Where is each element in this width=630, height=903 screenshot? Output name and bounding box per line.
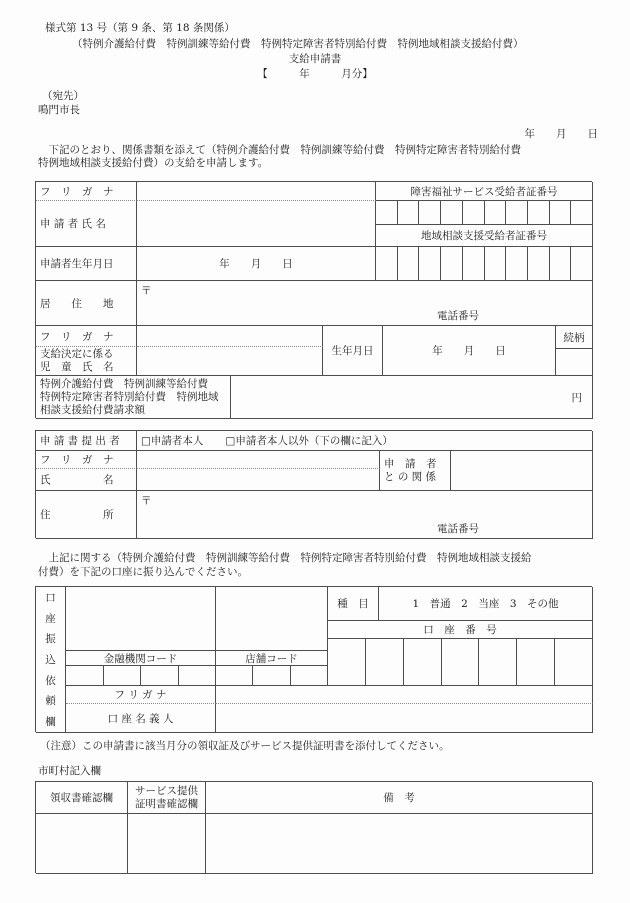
digit-box[interactable] bbox=[441, 247, 463, 281]
digit-box[interactable] bbox=[419, 247, 441, 281]
bank-name-field[interactable] bbox=[66, 587, 216, 651]
child-name-label: 支給決定に係る 児 童 氏 名 bbox=[36, 347, 137, 376]
remarks-header: 備 考 bbox=[206, 782, 593, 814]
digit-box[interactable] bbox=[66, 666, 104, 686]
submitter-options bbox=[137, 431, 593, 451]
digit-box[interactable] bbox=[376, 247, 398, 281]
period-line: 【 年 月分】 bbox=[257, 68, 373, 80]
applicant-furigana-field[interactable] bbox=[137, 182, 376, 201]
digit-box[interactable] bbox=[550, 201, 572, 225]
digit-box[interactable] bbox=[442, 639, 480, 686]
phone-label: 電話番号 bbox=[437, 310, 479, 322]
residence-field[interactable] bbox=[137, 281, 593, 326]
digit-box[interactable] bbox=[328, 639, 366, 686]
digit-box[interactable] bbox=[216, 666, 253, 686]
submitter-table bbox=[35, 430, 592, 538]
municipal-table bbox=[35, 781, 592, 873]
digit-box[interactable] bbox=[398, 201, 420, 225]
addressee-label: （宛先） bbox=[42, 90, 84, 102]
account-number-header: 口 座 番 号 bbox=[328, 621, 593, 639]
receipt-check-header: 領収書確認欄 bbox=[36, 782, 128, 814]
submitter-furigana-label: フ リ ガ ナ bbox=[36, 451, 137, 469]
applicant-name-label: 申 請 者 氏 名 bbox=[36, 201, 137, 247]
digit-box[interactable] bbox=[404, 639, 442, 686]
digit-box[interactable] bbox=[506, 201, 528, 225]
bank-code-boxes[interactable] bbox=[66, 666, 216, 686]
digit-box[interactable] bbox=[141, 666, 179, 686]
digit-box[interactable] bbox=[528, 201, 550, 225]
digit-box[interactable] bbox=[253, 666, 290, 686]
phone-label: 電話番号 bbox=[437, 523, 479, 535]
digit-box[interactable] bbox=[463, 201, 485, 225]
relationship-header: 続柄 bbox=[556, 326, 593, 349]
account-type-label: 種 目 bbox=[328, 587, 379, 621]
submitter-address-label: 住 所 bbox=[36, 491, 137, 539]
relationship-field[interactable] bbox=[556, 349, 593, 376]
claim-amount-field[interactable] bbox=[231, 376, 593, 419]
postal-mark: 〒 bbox=[141, 495, 152, 507]
bank-instruction-line-1: 上記に関する（特例介護給付費 特例訓練等給付費 特例特定障害者特別給付費 特例地域相談支援給 bbox=[38, 552, 532, 564]
child-name-field[interactable] bbox=[137, 347, 323, 376]
digit-box[interactable] bbox=[571, 201, 593, 225]
residence-label: 居 住 地 bbox=[36, 281, 137, 326]
furigana-label: フ リ ガ ナ bbox=[36, 182, 137, 201]
bank-instruction-line-2: 付費）を下記の口座に振り込んでください。 bbox=[38, 566, 248, 578]
community-cert-number-boxes[interactable] bbox=[376, 247, 593, 281]
form-title: 支給申請書 bbox=[288, 53, 342, 65]
child-furigana-field[interactable] bbox=[137, 326, 323, 347]
digit-box[interactable] bbox=[550, 247, 572, 281]
body-line-1: 下記のとおり、関係書類を添えて（特例介護給付費 特例訓練等給付費 特例特定障害者特別給付費 bbox=[38, 144, 521, 156]
submitter-relation-label: 申 請 者 と の 関 係 bbox=[380, 451, 451, 491]
disability-cert-number-header: 障害福祉サービス受給者証番号 bbox=[376, 182, 593, 201]
submitter-relation-field[interactable] bbox=[451, 451, 593, 491]
digit-box[interactable] bbox=[398, 247, 420, 281]
applicant-table bbox=[35, 181, 592, 418]
child-birthdate-label: 生年月日 bbox=[323, 326, 383, 376]
date-line: 年 月 日 bbox=[524, 128, 598, 140]
community-cert-number-header: 地域相談支援受給者証番号 bbox=[376, 225, 593, 247]
digit-box[interactable] bbox=[366, 639, 404, 686]
submitter-name-label: 氏 名 bbox=[36, 469, 137, 491]
account-type-options[interactable]: 1 普通 2 当座 3 その他 bbox=[379, 587, 593, 621]
submitter-name-field[interactable] bbox=[137, 469, 380, 491]
service-cert-check-field[interactable] bbox=[128, 814, 206, 874]
submitter-address-field[interactable] bbox=[137, 491, 593, 539]
receipt-check-field[interactable] bbox=[36, 814, 128, 874]
bank-section-side-label: 口 座 振 込 依 頼 欄 bbox=[36, 587, 66, 733]
digit-box[interactable] bbox=[376, 201, 398, 225]
digit-box[interactable] bbox=[463, 247, 485, 281]
postal-mark: 〒 bbox=[141, 285, 152, 297]
attachment-note: （注意）この申請書に該当月分の領収証及びサービス提供証明書を添付してください。 bbox=[40, 740, 450, 752]
digit-box[interactable] bbox=[441, 201, 463, 225]
digit-box[interactable] bbox=[104, 666, 142, 686]
claim-amount-label: 特例介護給付費 特例訓練等給付費 特例特定障害者特別給付費 特例地域 相談支援給付費請求額 bbox=[36, 376, 231, 419]
digit-box[interactable] bbox=[291, 666, 328, 686]
submitter-label: 申 請 書 提 出 者 bbox=[36, 431, 137, 451]
service-cert-check-header: サービス提供 証明書確認欄 bbox=[128, 782, 206, 814]
disability-cert-number-boxes[interactable] bbox=[376, 201, 593, 225]
digit-box[interactable] bbox=[419, 201, 441, 225]
digit-box[interactable] bbox=[485, 247, 507, 281]
holder-furigana-label: フ リ ガ ナ bbox=[66, 686, 216, 704]
municipal-section-title: 市町村記入欄 bbox=[38, 765, 101, 777]
branch-code-boxes[interactable] bbox=[216, 666, 328, 686]
body-line-2: 特例地域相談支援給付費）の支給を申請します。 bbox=[38, 157, 269, 169]
checkbox-applicant-other[interactable]: □申請者本人以外（下の欄に記入） bbox=[225, 435, 393, 447]
account-number-boxes[interactable] bbox=[328, 639, 593, 686]
benefit-list-line: （特例介護給付費 特例訓練等給付費 特例特定障害者特別給付費 特例地域相談支援給付費） bbox=[72, 38, 524, 50]
holder-furigana-field[interactable] bbox=[216, 686, 593, 704]
yen-unit-label: 円 bbox=[571, 391, 582, 404]
applicant-birthdate-label: 申請者生年月日 bbox=[36, 247, 137, 281]
digit-box[interactable] bbox=[506, 247, 528, 281]
applicant-birthdate-field[interactable]: 年 月 日 bbox=[137, 247, 376, 281]
form-number: 様式第 13 号（第 9 条、第 18 条関係） bbox=[45, 22, 235, 34]
remarks-field[interactable] bbox=[206, 814, 593, 874]
bank-code-label: 金融機関コード bbox=[66, 651, 216, 666]
account-holder-field[interactable] bbox=[216, 704, 593, 733]
checkbox-applicant-self[interactable]: □申請者本人 bbox=[141, 435, 204, 447]
applicant-name-field[interactable] bbox=[137, 201, 376, 247]
branch-code-label: 店舗コード bbox=[216, 651, 328, 666]
digit-box[interactable] bbox=[179, 666, 217, 686]
digit-box[interactable] bbox=[528, 247, 550, 281]
child-birthdate-field[interactable]: 年 月 日 bbox=[383, 326, 556, 376]
digit-box[interactable] bbox=[479, 639, 517, 686]
child-furigana-label: フ リ ガ ナ bbox=[36, 326, 137, 347]
submitter-furigana-field[interactable] bbox=[137, 451, 380, 469]
digit-box[interactable] bbox=[571, 247, 593, 281]
account-holder-label: 口 座 名 義 人 bbox=[66, 704, 216, 733]
branch-name-field[interactable] bbox=[216, 587, 328, 651]
digit-box[interactable] bbox=[485, 201, 507, 225]
bank-transfer-table bbox=[35, 586, 592, 732]
digit-box[interactable] bbox=[517, 639, 555, 686]
addressee: 鳴門市長 bbox=[38, 104, 80, 116]
digit-box[interactable] bbox=[555, 639, 593, 686]
